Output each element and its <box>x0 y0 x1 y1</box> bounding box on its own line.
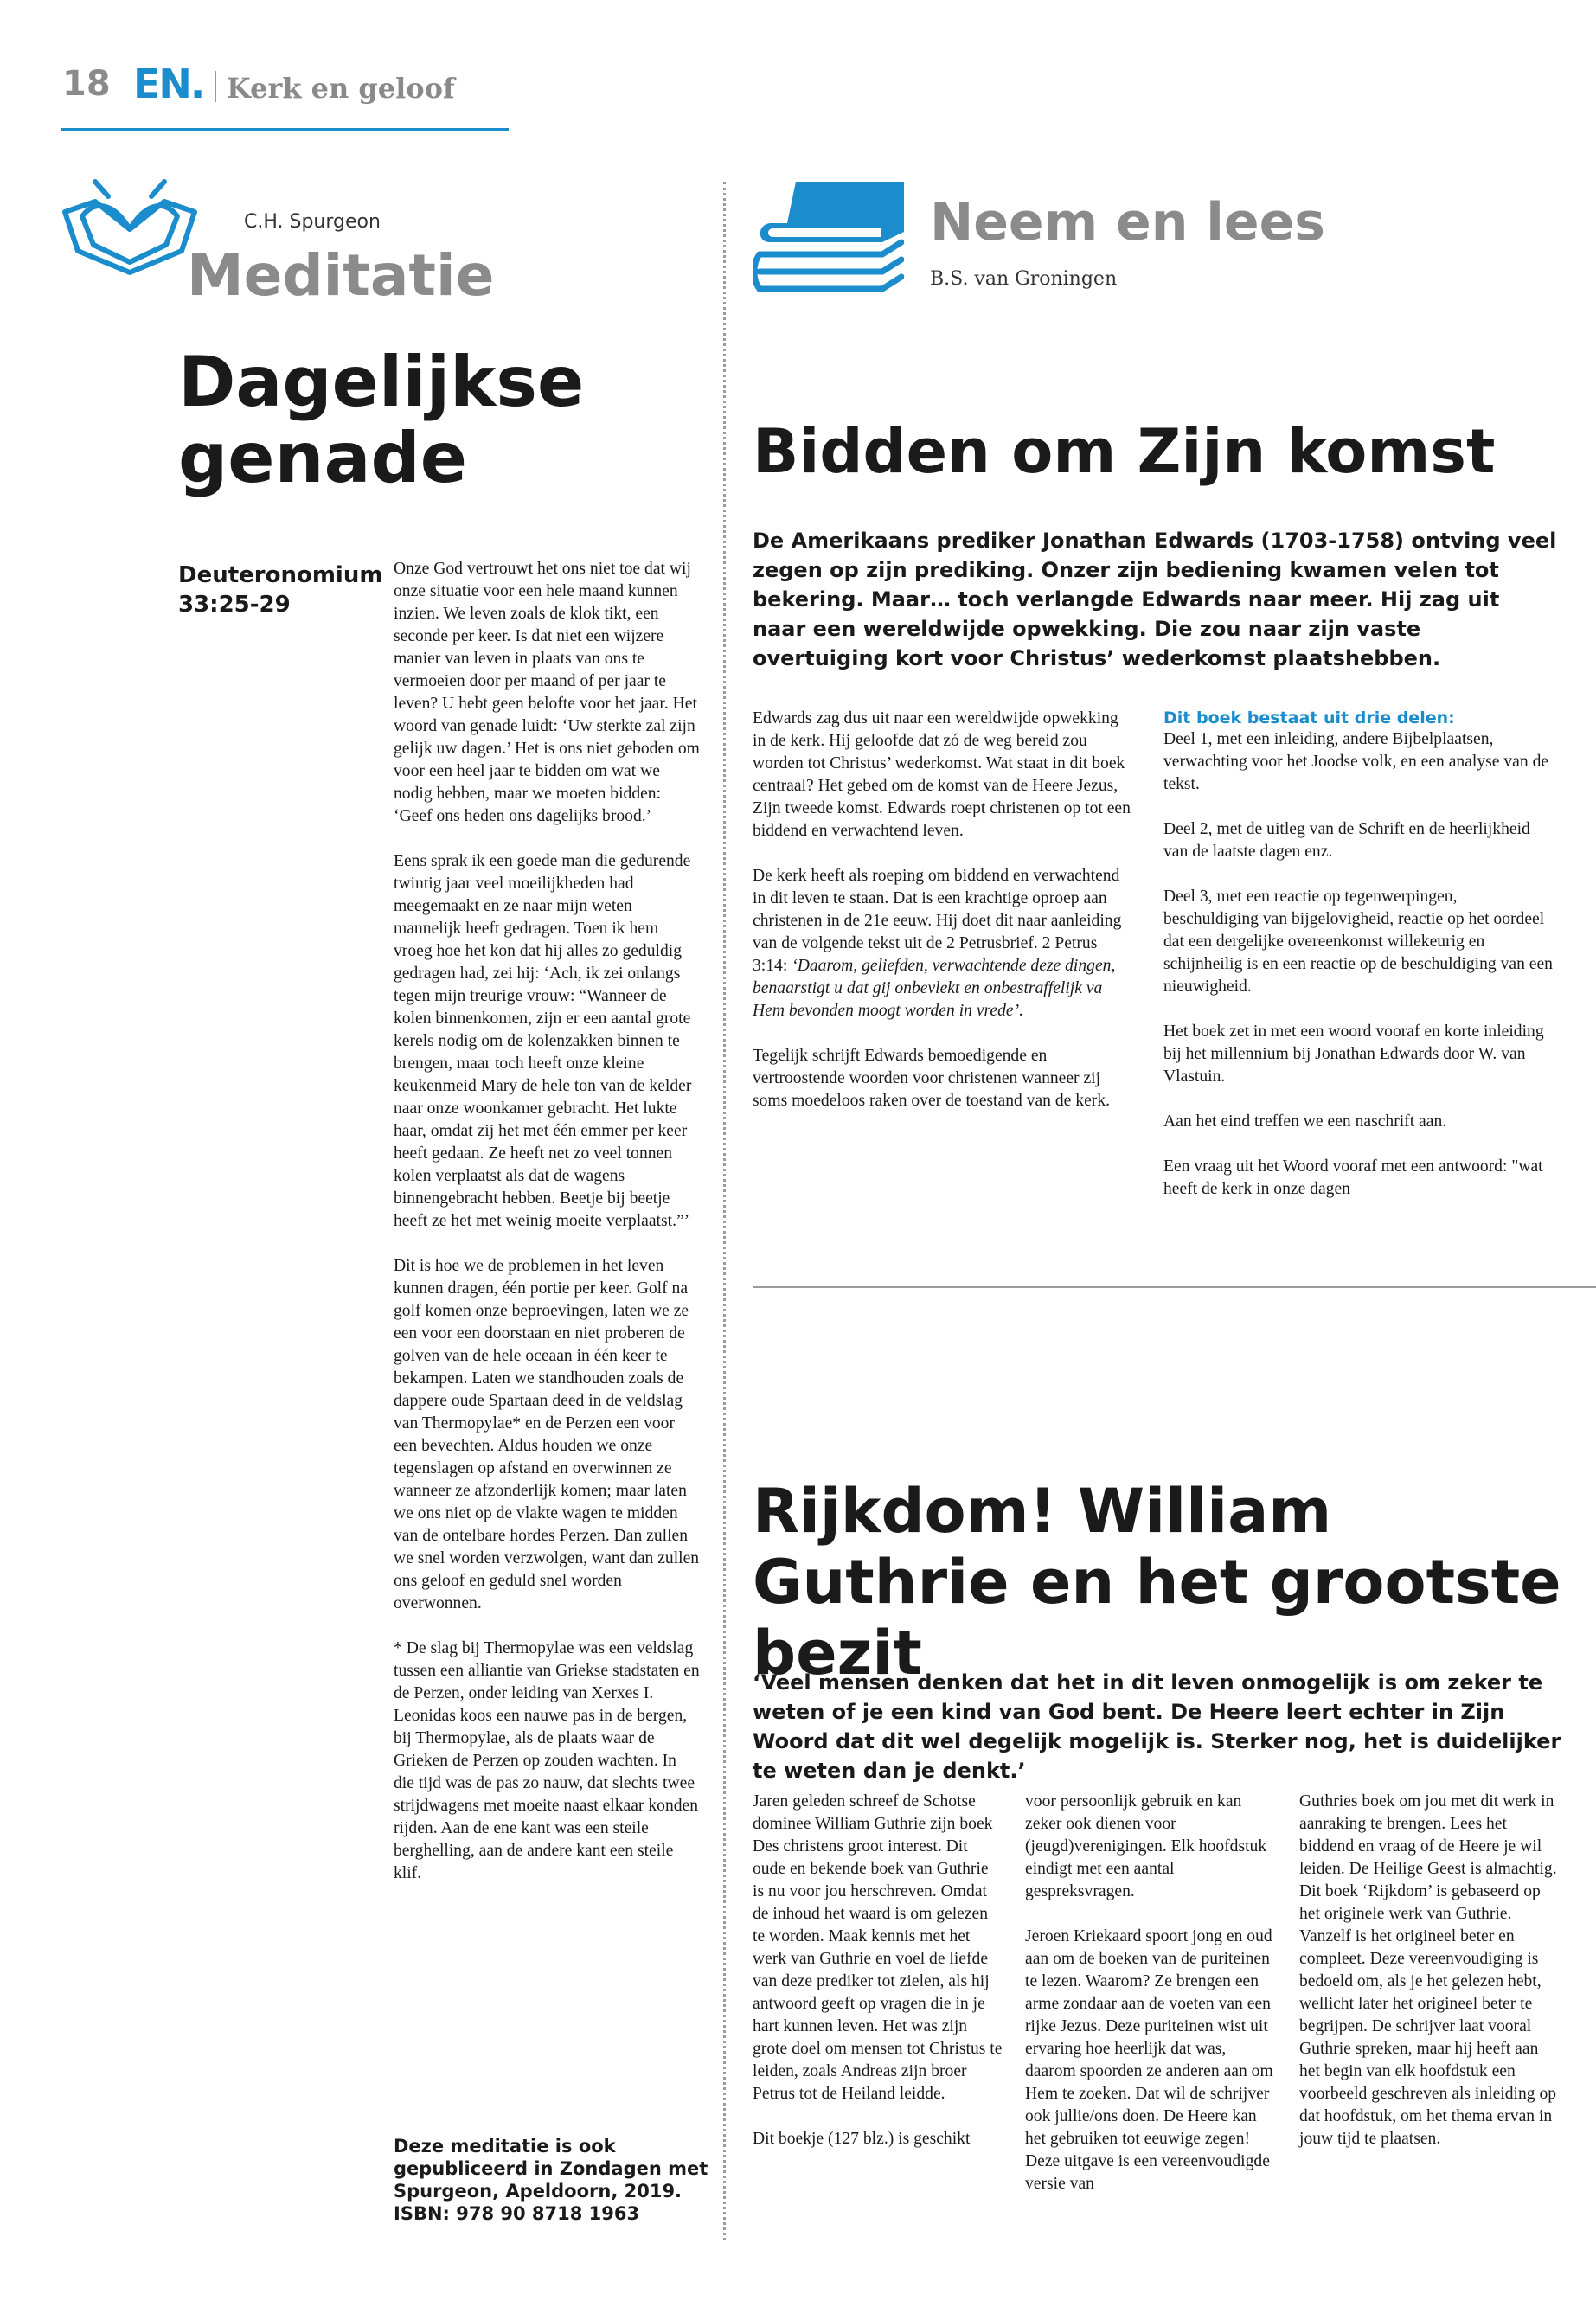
open-book-heart-icon <box>61 177 199 277</box>
article-lead: De Amerikaans prediker Jonathan Edwards (1703-1758) ontving veel zegen op zijn prediking. Onzer zijn bediening kwamen velen tot bekering. Maar… toch verlangde Edwards naar meer. Hij zag uit naar een wereldwijde opwekking. Die zou naar zijn vaste overtuiging kort voor Christus’ wederkomst plaatshebben. <box>753 529 1557 670</box>
article-divider <box>753 1286 1596 1288</box>
meditation-section-label: Meditatie <box>187 242 495 309</box>
article-paragraph: Deel 1, met een inleiding, andere Bijbelplaatsen, verwachting voor het Joodse volk, en een analyse van de tekst. <box>1163 730 1549 793</box>
article-column <box>1299 1791 1559 2150</box>
column-divider <box>723 182 726 2240</box>
article-paragraph: Jeroen Kriekaard spoort jong en oud aan om de boeken van de puriteinen te lezen. Waarom? Ze brengen een arme zondaar aan de voeten van een rijke Jezus. Deze puriteinen wist uit ervaring hoe heerlijk dat was, daarom spoorden ze anderen aan om Hem te zoeken. Dat wil de schrijver ook jullie/ons doen. De Heere kan het gebruiken tot eeuwige zegen! Deze uitgave is een vereenvoudigde versie van <box>1025 1927 1273 2193</box>
section-name: Kerk en geloof <box>227 72 455 105</box>
article-column <box>753 708 1133 1112</box>
meditation-title: Dagelijkse genade <box>178 342 585 498</box>
meditation-author: C.H. Spurgeon <box>244 211 381 233</box>
header-rule <box>61 128 509 131</box>
article-title: Bidden om Zijn komst <box>753 416 1496 487</box>
article-title: Rijkdom! William Guthrie en het grootste bezit <box>753 1476 1561 1689</box>
paragraph-text: De kerk heeft als roeping om biddend en verwachtend in dit leven te staan. Dat is een krachtige oproep aan christenen in de 21e eeuw. Hij doet dit naar aanleiding van de volgende tekst uit de 2 Petrusbrief. 2 Petrus 3:14: <box>753 867 1122 975</box>
meditation-footnote: * De slag bij Thermopylae was een veldslag tussen een alliantie van Griekse stadstaten en de Perzen, onder leiding van Xerxes I. Leonidas koos een nauwe pas in de bergen, bij Thermopylae, als de plaats waar de Grieken de Perzen op zouden wachten. In die tijd was de pas zo nauw, dat slechts twee strijdwagens met moeite naast elkaar konden rijden. Aan de ene kant was een steile berghelling, aan de andere kant een steile klif. <box>394 1639 700 1882</box>
article-paragraph: Jaren geleden schreef de Schotse dominee William Guthrie zijn boek Des christens groot interest. Dit oude en bekende boek van Guthrie is nu voor jou herschreven. Omdat de inhoud het waard is om gelezen te worden. Maak kennis met het werk van Guthrie en voel de liefde van deze prediker tot zielen, als hij antwoord geeft op vragen die in je hart kunnen leven. Het was zijn grote doel om mensen tot Christus te leiden, zoals Andreas zijn broer Petrus tot de Heiland leidde. <box>753 1792 1003 2103</box>
article-paragraph: Deel 3, met een reactie op tegenwerpingen, beschuldiging van bijgelovigheid, reactie op het oordeel dat een dergelijke overeenkomst willekeurig en schijnheilig is en een reactie op de beschuldiging van een nieuwigheid. <box>1163 888 1553 996</box>
article-lead: ‘Veel mensen denken dat het in dit leven onmogelijk is om zeker te weten of je een kind van God bent. De Heere leert echter in Zijn Woord dat dit wel degelijk mogelijk is. Sterker nog, het is duidelijker te weten dan je denkt.’ <box>753 1670 1561 1783</box>
article-column <box>1163 708 1553 1201</box>
magazine-logo: EN. <box>133 61 204 107</box>
article-paragraph: voor persoonlijk gebruik en kan zeker ook dienen voor (jeugd)verenigingen. Elk hoofdstuk eindigt met een aantal gespreksvragen. <box>1025 1792 1267 1900</box>
publication-note: Deze meditatie is ook gepubliceerd in Zondagen met Spurgeon, Apeldoorn, 2019. ISBN: 978 90 8718 1963 <box>394 2136 708 2224</box>
meditation-body <box>394 558 701 1885</box>
page-number: 18 <box>62 64 111 104</box>
article-column <box>753 1791 1003 2150</box>
article-paragraph: Een vraag uit het Woord vooraf met een antwoord: "wat heeft de kerk in onze dagen <box>1163 1157 1543 1198</box>
meditation-paragraph: Eens sprak ik een goede man die gedurende twintig jaar veel moeilijkheden had meegemaakt en ze naar mijn weten mannelijk heeft gedragen. Toen ik hem vroeg hoe het kon dat hij alles zo geduldig gedragen had, zei hij: ‘Ach, ik zei onlangs tegen mijn treurige vrouw: “Wanneer de kolen binnenkomen, zijn er een aantal grote kerels nodig om de kolenzakken binnen te brengen, maar toch heeft onze kleine keukenmeid Mary de hele ton van de kelder naar onze woonkamer gebracht. Het lukte haar, omdat zij het met één emmer per keer heeft gedaan. Ze heeft net zo veel tonnen kolen verplaatst als dat de wagens binnengebracht hebben. Beetje bij beetje heeft ze het met weinig moeite verplaatst.”’ <box>394 852 692 1230</box>
review-section-label: Neem en lees <box>930 192 1325 253</box>
meditation-paragraph: Onze God vertrouwt het ons niet toe dat wij onze situatie voor een hele maand kunnen inzien. We leven zoals de klok tikt, een seconde per keer. Is dat niet een wijzere manier van leven in plaats van ons te vermoeien door per maand of per jaar te leven? U hebt geen belofte voor het jaar. Het woord van genade luidt: ‘Uw sterkte zal zijn gelijk uw dagen.’ Het is ons niet geboden om voor een heel jaar te bidden om wat we nodig hebben, maar we moeten bidden: ‘Geef ons heden ons dagelijks brood.’ <box>394 560 700 825</box>
meditation-paragraph: Dit is hoe we de problemen in het leven kunnen dragen, één portie per keer. Golf na golf komen onze beproevingen, laten we ze een voor een doorstaan en niet proberen de golven van de hele oceaan in één keer te bekampen. Laten we standhouden zoals de dappere oude Spartaan deed in de veldslag van Thermopylae* en de Perzen een voor een bevechten. Aldus houden we onze tegenslagen op afstand en overwinnen ze wanneer ze afzonderlijk komen; maar laten we ons niet op de vlakte wagen te midden van de ontelbare hordes Perzen. Dan zullen we snel worden verzwolgen, want dan zullen ons geloof en geduld snel worden overwonnen. <box>394 1257 700 1612</box>
review-author: B.S. van Groningen <box>930 268 1118 290</box>
article-paragraph <box>753 865 1133 1022</box>
article-paragraph: Guthries boek om jou met dit werk in aanraking te brengen. Lees het biddend en vraag of de Heere je wil leiden. De Heilige Geest is almachtig. Dit boek ‘Rijkdom’ is gebaseerd op het originele werk van Guthrie. Vanzelf is het origineel beter en compleet. Deze vereenvoudiging is bedoeld om, als je het gelezen hebt, wellicht later het origineel beter te begrijpen. De schrijver laat vooral Guthrie spreken, maar hij heeft aan het begin van elk hoofdstuk een voorbeeld geschreven als inleiding op dat hoofdstuk, om het thema ervan in jouw tijd te plaatsen. <box>1299 1792 1557 2148</box>
article-paragraph: Deel 2, met de uitleg van de Schrift en de heerlijkheid van de laatste dagen enz. <box>1163 820 1530 861</box>
article-column <box>1025 1791 1276 2195</box>
article-paragraph: Aan het eind treffen we een naschrift aan. <box>1163 1112 1447 1131</box>
header-separator <box>215 71 216 102</box>
article-paragraph: Edwards zag dus uit naar een wereldwijde opwekking in de kerk. Hij geloofde dat zó de weg bereid zou worden tot Christus’ wederkomst. Wat staat in dit boek centraal? Het gebed om de komst van de Heere Jezus, Zijn tweede komst. Edwards roept christenen op tot een biddend en verwachtend leven. <box>753 709 1131 840</box>
subheading: Dit boek bestaat uit drie delen: <box>1163 708 1455 727</box>
article-paragraph: Tegelijk schrijft Edwards bemoedigende en vertroostende woorden voor christenen wanneer zij soms moedeloos raken over de toestand van de kerk. <box>753 1047 1110 1110</box>
scripture-reference: Deuteronomium 33:25-29 <box>178 562 383 618</box>
article-paragraph: Dit boekje (127 blz.) is geschikt <box>753 2130 971 2148</box>
article-paragraph: Het boek zet in met een woord vooraf en korte inleiding bij het millennium bij Jonathan Edwards door W. van Vlastuin. <box>1163 1022 1544 1086</box>
scripture-quote: ‘Daarom, geliefden, verwachtende deze dingen, benaarstigt u dat gij onbevlekt en onbestraffelijk va Hem bevonden moogt worden in vrede’. <box>753 957 1116 1020</box>
books-stack-icon <box>753 182 904 294</box>
